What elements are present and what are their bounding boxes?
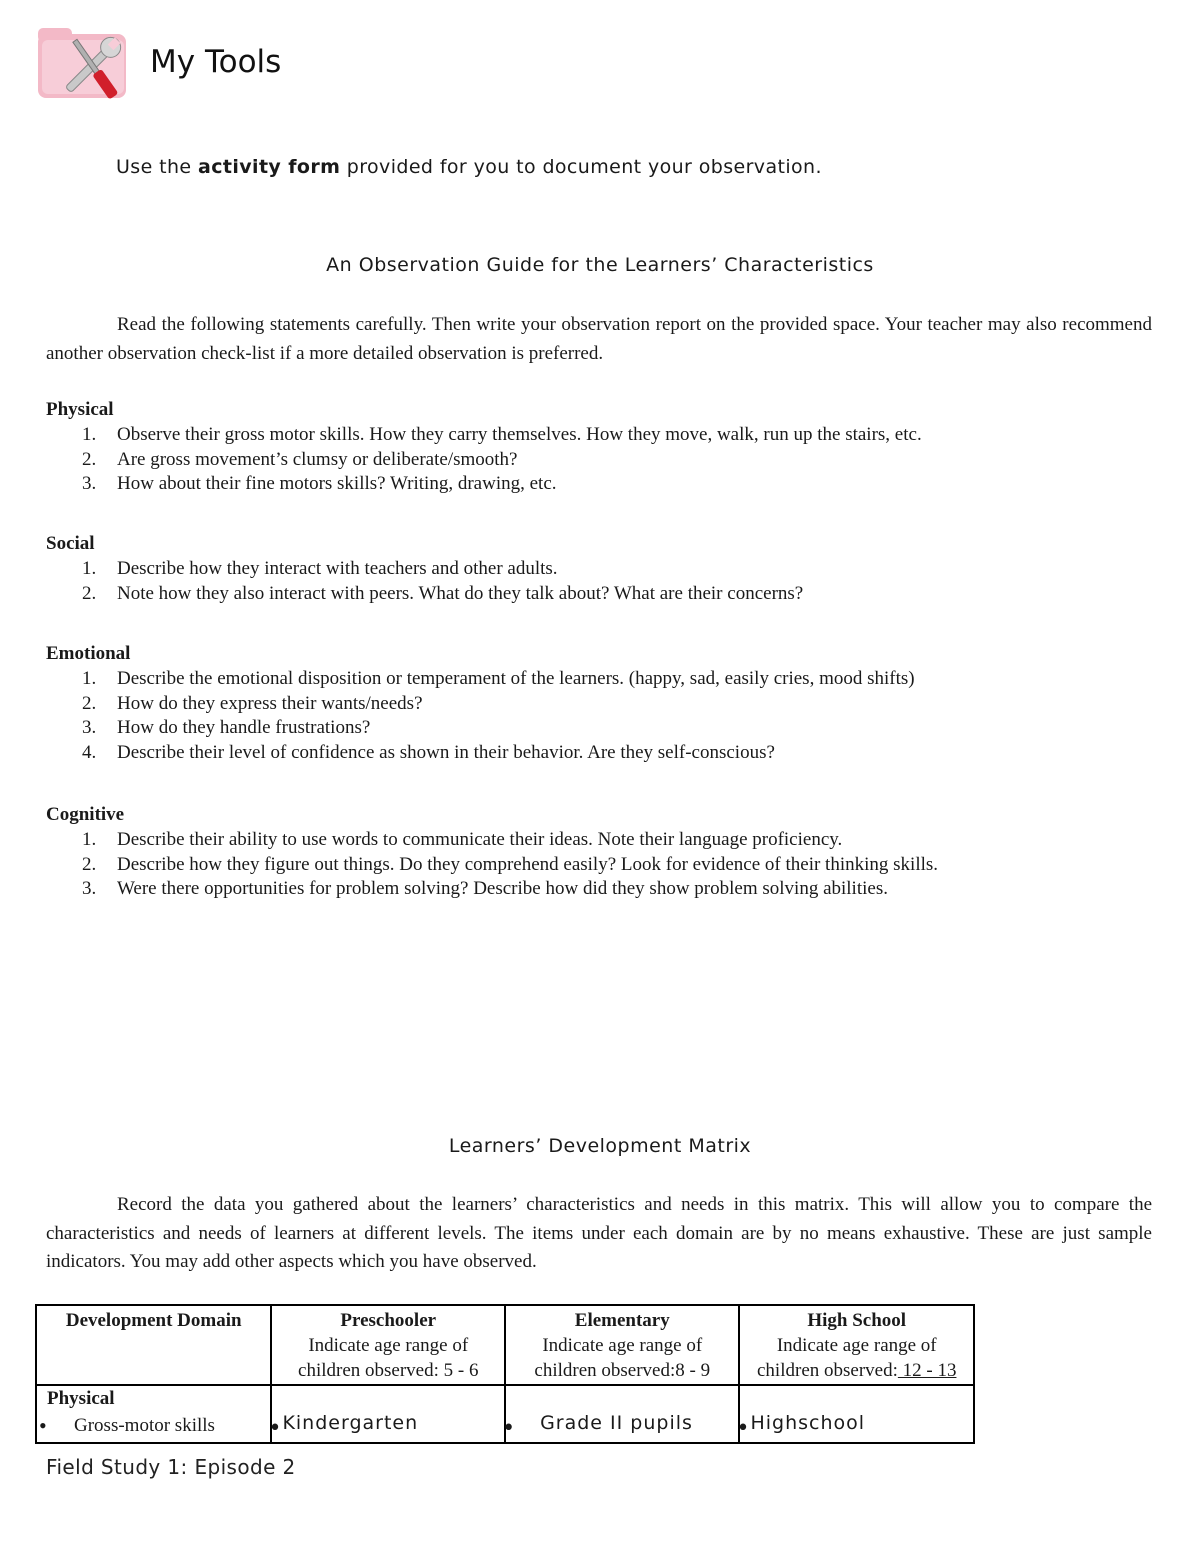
- list-item: 1. Observe their gross motor skills. How they carry themselves. How they move, walk, run up the stairs, etc.: [82, 424, 922, 445]
- instruction-text: [116, 156, 822, 178]
- cell-preschooler[interactable]: • Kindergarten: [271, 1385, 505, 1443]
- list-item: 2. Describe how they figure out things. Do they comprehend easily? Look for evidence of their thinking skills.: [82, 853, 939, 875]
- page-footer: Field Study 1: Episode 2: [46, 1455, 296, 1479]
- tools-folder-icon: [36, 26, 132, 112]
- list-item: 1. Describe how they interact with teachers and other adults.: [82, 558, 558, 579]
- list-item: 3. Were there opportunities for problem solving? Describe how did they show problem solving abilities.: [82, 878, 888, 900]
- instruction-prefix: Use the: [116, 156, 198, 178]
- cell-highschool[interactable]: • Highschool: [739, 1385, 974, 1443]
- list-item: 2. Are gross movement’s clumsy or deliberate/smooth?: [82, 448, 518, 470]
- header-elementary: Elementary Indicate age range of children observed:8 - 9: [505, 1305, 739, 1385]
- matrix-intro-paragraph: Record the data you gathered about the learners’ characteristics and needs in this matrix. This will allow you to compare the characteristics and needs of learners at different levels. The items under each domain are by no means exhaustive. These are just sample indicators. You may add other aspects which you have observed.: [46, 1194, 1152, 1272]
- list-item: 3. How do they handle frustrations?: [82, 717, 371, 739]
- instruction-bold: activity form: [197, 156, 341, 178]
- section-emotional: [46, 641, 1146, 765]
- section-heading: Physical: [46, 399, 114, 420]
- section-heading: Social: [46, 533, 95, 554]
- header-highschool: High School Indicate age range of children observed: 12 - 13: [739, 1305, 974, 1385]
- list-item: 1. Describe their ability to use words to communicate their ideas. Note their language proficiency.: [82, 829, 843, 850]
- instruction-suffix: provided for you to document your observation.: [340, 156, 822, 178]
- list-item: 2. Note how they also interact with peers. What do they talk about? What are their concerns?: [82, 582, 804, 604]
- section-social: [46, 531, 1146, 606]
- table-row: [36, 1385, 974, 1443]
- table-header-row: [36, 1305, 974, 1385]
- section-physical: [46, 397, 1146, 497]
- matrix-title: Learners’ Development Matrix: [448, 1135, 752, 1157]
- section-cognitive: [46, 802, 1146, 902]
- cell-domain: Physical • Gross-motor skills: [36, 1385, 271, 1443]
- list-item: 4. Describe their level of confidence as shown in their behavior. Are they self-conscious?: [82, 741, 775, 763]
- guide-title: An Observation Guide for the Learners’ Characteristics: [326, 254, 874, 276]
- list-item: 1. Describe the emotional disposition or temperament of the learners. (happy, sad, easily cries, mood shifts): [82, 668, 915, 689]
- cell-elementary[interactable]: • Grade II pupils: [505, 1385, 739, 1443]
- page-header-title: My Tools: [150, 44, 282, 80]
- section-heading: Emotional: [46, 643, 131, 664]
- guide-intro-paragraph: Read the following statements carefully. Then write your observation report on the provided space. Your teacher may also recommend another observation check-list if a more detailed observation is preferred.: [46, 314, 1152, 364]
- list-item: 2. How do they express their wants/needs?: [82, 692, 423, 714]
- header-preschooler: Preschooler Indicate age range of children observed: 5 - 6: [271, 1305, 505, 1385]
- list-item: 3. How about their fine motors skills? Writing, drawing, etc.: [82, 473, 557, 495]
- section-heading: Cognitive: [46, 804, 125, 825]
- development-matrix-table: [35, 1304, 975, 1444]
- header-domain: Development Domain: [36, 1305, 271, 1385]
